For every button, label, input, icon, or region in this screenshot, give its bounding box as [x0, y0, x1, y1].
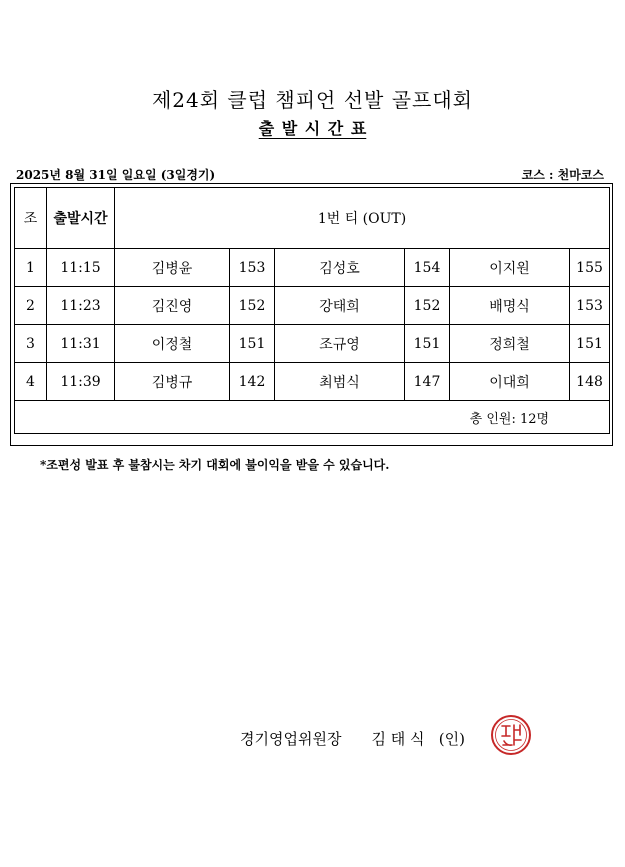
start-time: 11:39 [47, 363, 115, 401]
table-row [15, 287, 610, 325]
group-number: 2 [15, 287, 47, 325]
player-name: 이지원 [450, 249, 570, 287]
tee-time-table [14, 187, 610, 434]
document-subtitle [0, 116, 625, 139]
player-score: 154 [405, 249, 450, 287]
event-date: 2025년 8월 31일 일요일 (3일경기) [16, 168, 216, 182]
group-number: 1 [15, 249, 47, 287]
course-name: 코스 : 천마코스 [521, 168, 604, 182]
table-footer-row [15, 401, 610, 434]
player-score: 151 [405, 325, 450, 363]
player-name: 김진영 [115, 287, 230, 325]
start-time: 11:31 [47, 325, 115, 363]
total-participants: 총 인원: 12명 [15, 401, 610, 434]
header-group: 조 [15, 188, 47, 249]
player-name: 김성호 [275, 249, 405, 287]
player-score: 147 [405, 363, 450, 401]
player-score: 151 [570, 325, 610, 363]
player-name: 정희철 [450, 325, 570, 363]
signature-line [240, 728, 465, 749]
header-start-time: 출발시간 [47, 188, 115, 249]
signer-position: 경기영업위원장 [240, 730, 342, 748]
player-name: 이정철 [115, 325, 230, 363]
player-name: 김병규 [115, 363, 230, 401]
table-row [15, 325, 610, 363]
player-name: 조규영 [275, 325, 405, 363]
seal-stamp-icon [490, 714, 532, 756]
document-title: 제24회 클럽 챔피언 선발 골프대회 [151, 88, 474, 112]
start-time: 11:23 [47, 287, 115, 325]
tee-time-table-frame [10, 183, 613, 446]
seal-mark: (인) [438, 730, 465, 748]
table-row [15, 363, 610, 401]
table-row [15, 249, 610, 287]
signer-name: 김 태 식 [371, 730, 425, 748]
subtitle-text: 출 발 시 간 표 [258, 119, 367, 138]
player-score: 153 [570, 287, 610, 325]
player-name: 김병윤 [115, 249, 230, 287]
player-score: 152 [405, 287, 450, 325]
header-tee: 1번 티 (OUT) [115, 188, 610, 249]
player-score: 151 [230, 325, 275, 363]
group-number: 3 [15, 325, 47, 363]
player-score: 148 [570, 363, 610, 401]
player-name: 배명식 [450, 287, 570, 325]
start-time: 11:15 [47, 249, 115, 287]
player-score: 155 [570, 249, 610, 287]
player-score: 142 [230, 363, 275, 401]
group-number: 4 [15, 363, 47, 401]
player-score: 152 [230, 287, 275, 325]
player-score: 153 [230, 249, 275, 287]
notice-text: *조편성 발표 후 불참시는 차기 대회에 불이익을 받을 수 있습니다. [40, 458, 390, 472]
player-name: 이대희 [450, 363, 570, 401]
table-header-row [15, 188, 610, 249]
player-name: 강태희 [275, 287, 405, 325]
player-name: 최범식 [275, 363, 405, 401]
